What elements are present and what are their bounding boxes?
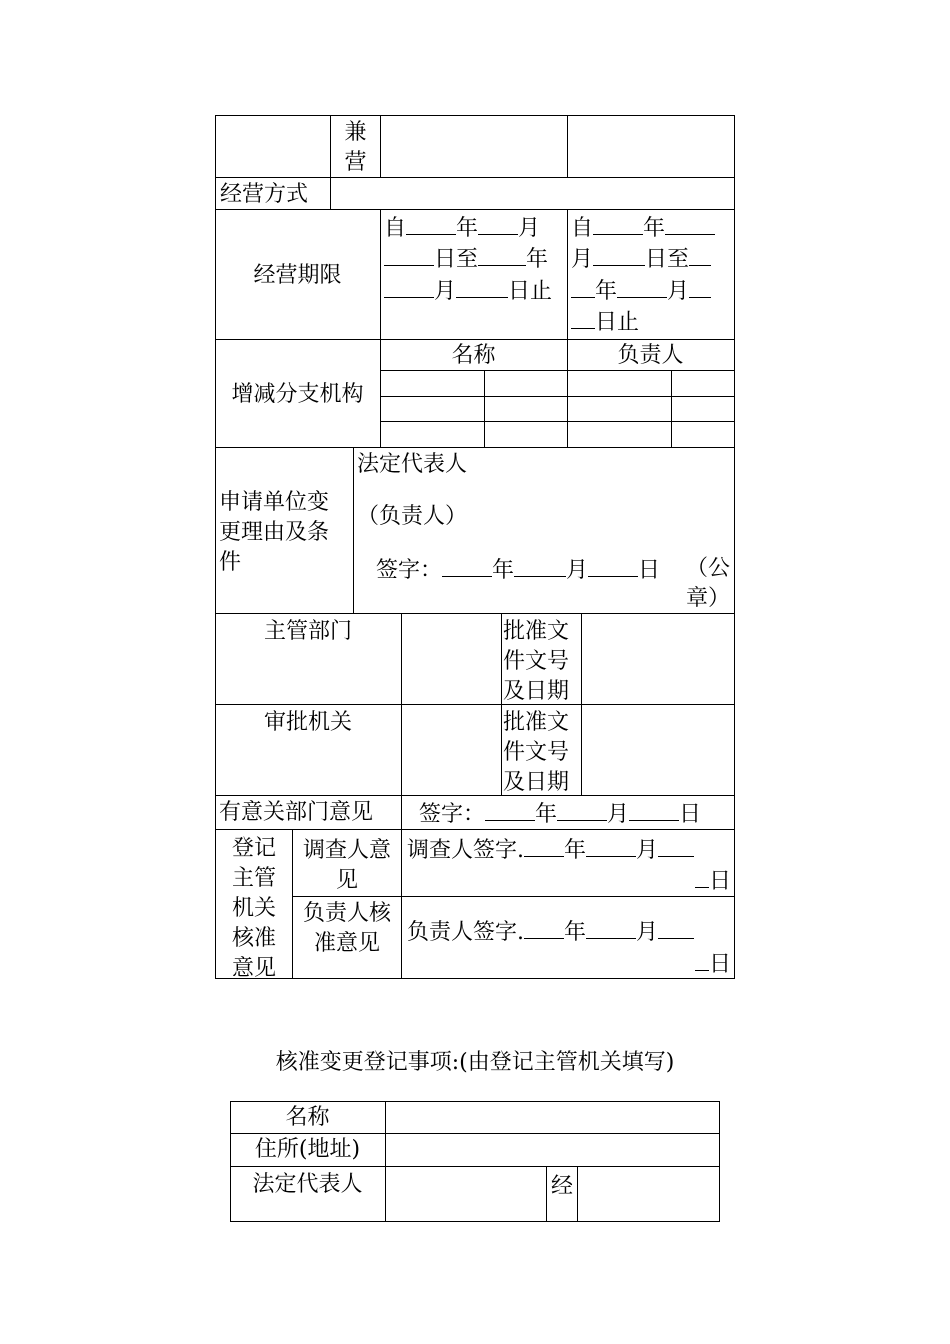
table-border-right (734, 115, 735, 979)
branch-head-header: 负责人 (617, 343, 684, 368)
period-col1-line3: 月 日止 (384, 275, 552, 307)
legal-rep-label: 法定代表人 (357, 452, 468, 477)
zhuguan-bumen-label: 主管部门 (263, 619, 352, 644)
responsible-person-label: （负责人） (357, 504, 468, 529)
period-col2-line3: 年 月 (571, 275, 711, 307)
fuzeren-hezhun-label: 负责人核准意见 (302, 901, 391, 956)
shenqing-liyou-label: 申请单位变更理由及条件 (219, 490, 330, 575)
table-border-top (215, 115, 735, 116)
period-col2-line4: 日止 (571, 306, 639, 338)
official-seal-label: （公章） (685, 556, 730, 611)
period-col1-line2: 日至 年 (384, 243, 548, 275)
jingying-fangshi-label: 经营方式 (220, 182, 309, 207)
period-col1-line1: 自 年 月 (384, 212, 540, 244)
period-col2-line2: 月 日至 (571, 243, 711, 275)
approval-doc-label-2: 批准文件文号及日期 (503, 710, 570, 795)
table-border-bottom (215, 978, 735, 979)
head-day: 日 (695, 948, 731, 980)
investigator-signature-line: 调查人签字. 年 月 (407, 834, 694, 866)
section2-legal-rep-label: 法定代表人 (252, 1172, 363, 1197)
jianying-label: 兼营 (344, 120, 367, 175)
table-border-left (215, 115, 216, 979)
head-signature-line: 负责人签字. 年 月 (407, 916, 694, 948)
youguan-yijian-label: 有意关部门意见 (219, 800, 374, 825)
section2-name-label: 名称 (285, 1105, 330, 1130)
dept-signature-line: 签字： 年 月 日 (419, 798, 701, 830)
section2-address-label: 住所(地址) (254, 1137, 361, 1162)
signature-date-line: 签字： 年 月 日 (376, 554, 660, 586)
approval-doc-label-1: 批准文件文号及日期 (503, 619, 570, 704)
zengjian-label: 增减分支机构 (231, 382, 364, 407)
diaocharen-yijian-label: 调查人意见 (302, 838, 391, 893)
shenpi-jiguan-label: 审批机关 (263, 710, 352, 735)
period-col2-line1: 自 年 (571, 212, 715, 244)
section2-heading: 核准变更登记事项:(由登记主管机关填写) (275, 1050, 675, 1075)
jingying-qixian-label: 经营期限 (253, 263, 342, 288)
section2-jing-label: 经 (550, 1174, 573, 1199)
dengji-hezhun-label: 登记主管机关核准意见 (231, 836, 276, 981)
branch-name-header: 名称 (451, 343, 496, 368)
investigator-day: 日 (695, 865, 731, 897)
